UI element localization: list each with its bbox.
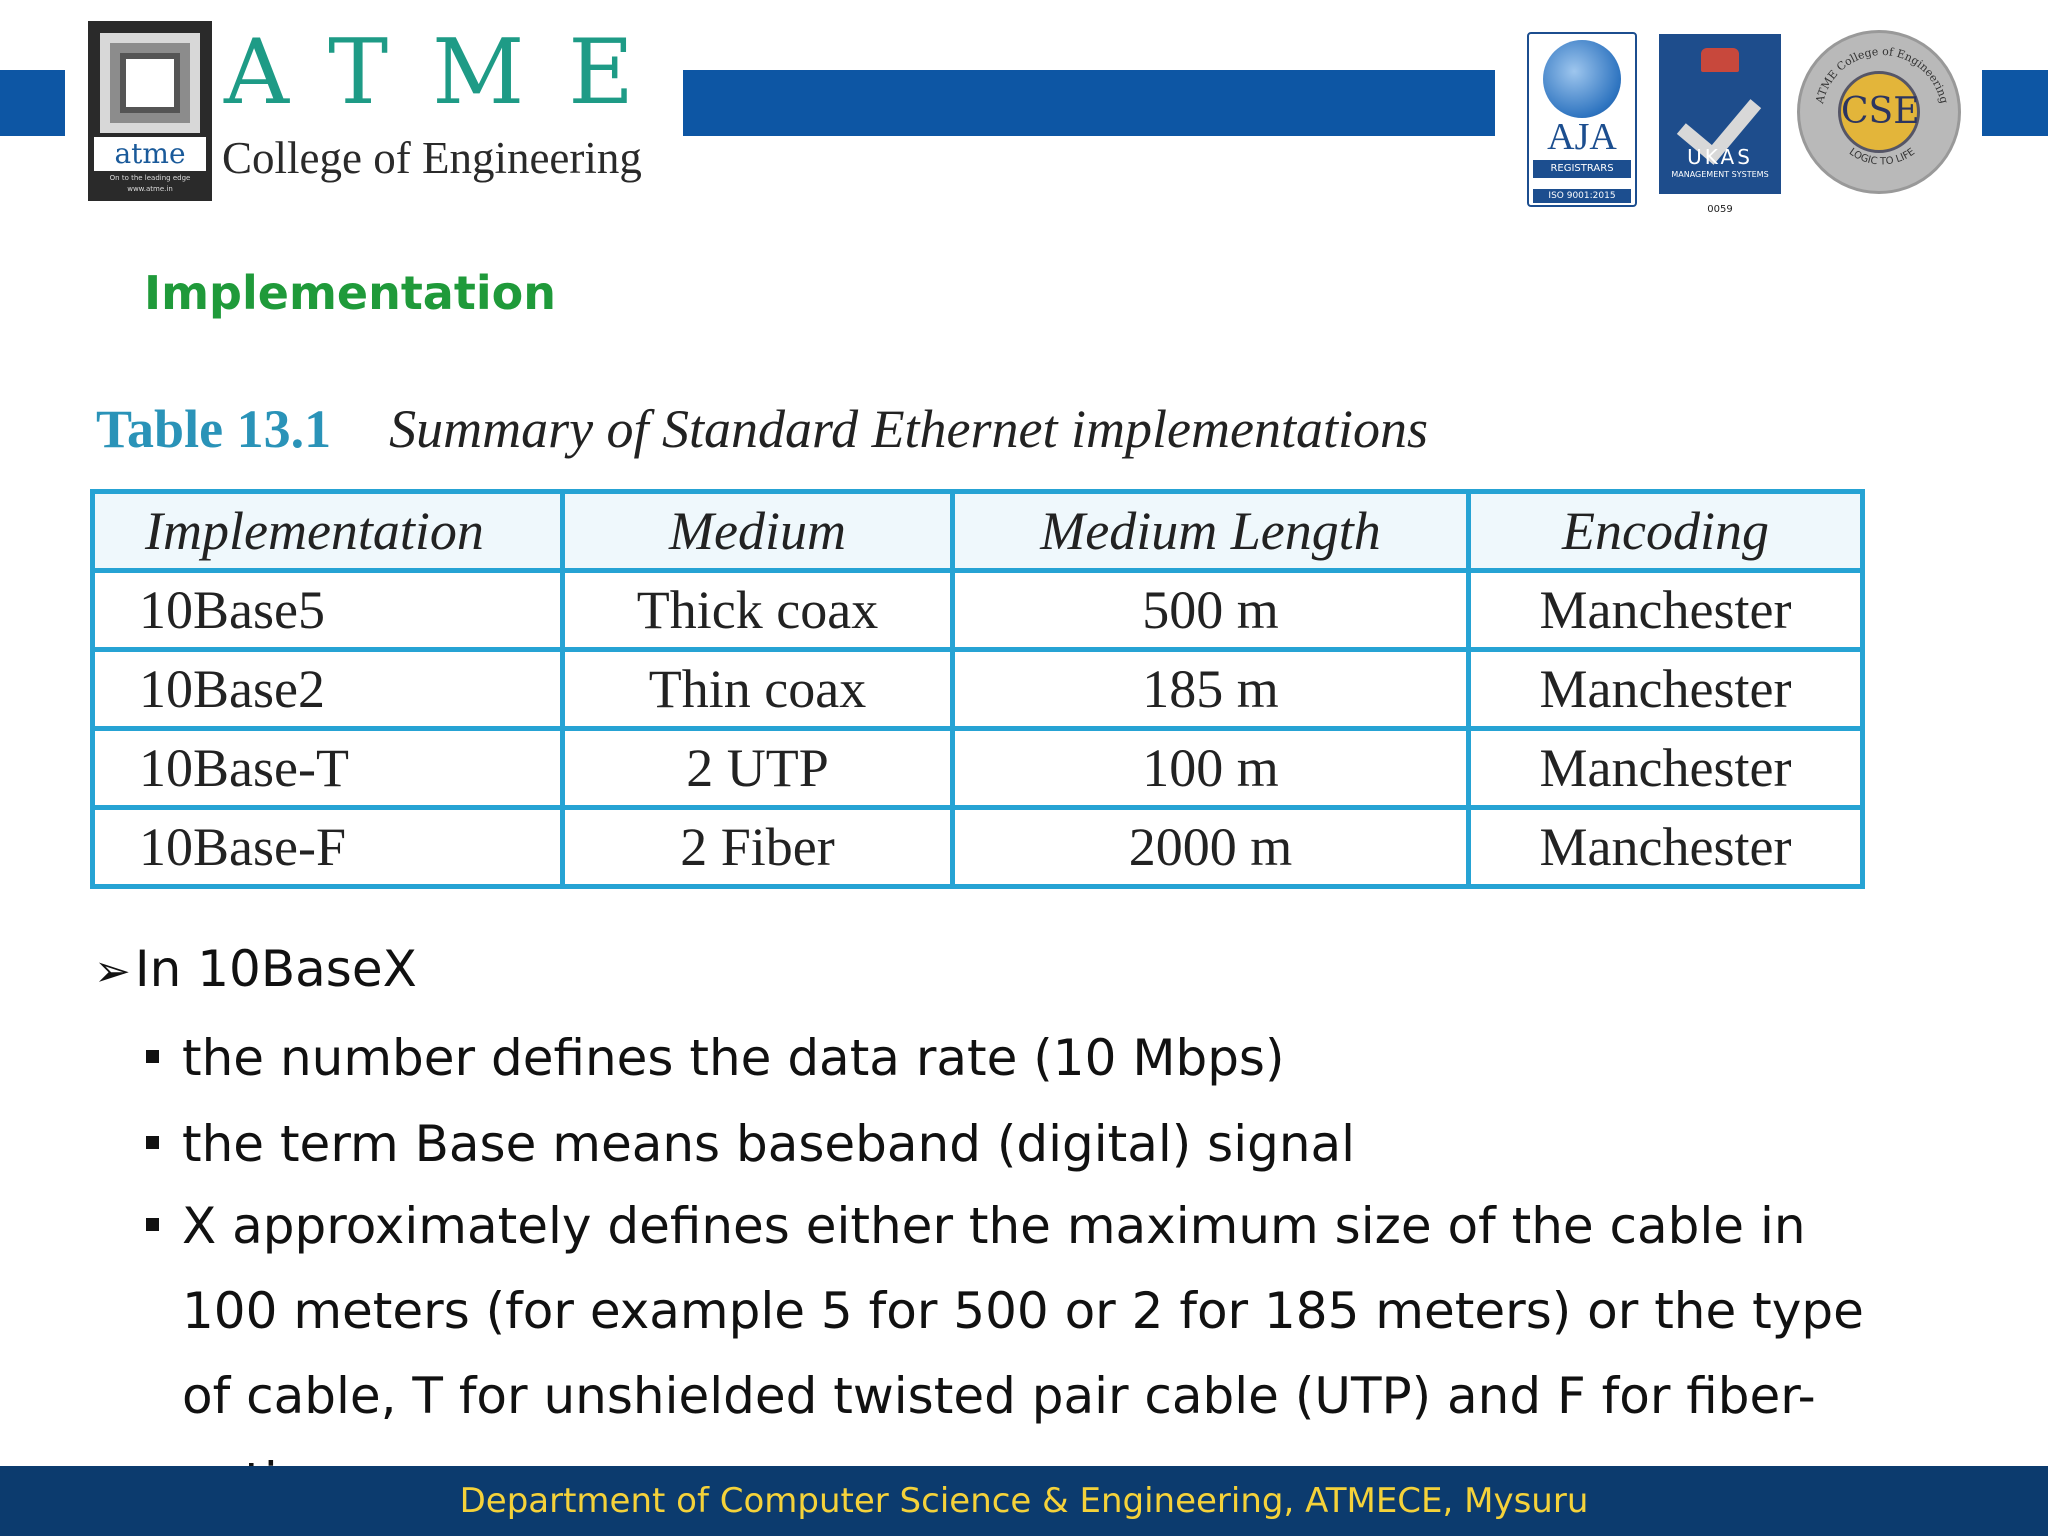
table-cell: 10Base-F <box>93 808 563 887</box>
ethernet-implementations-table <box>90 489 1865 889</box>
square-bullet-icon <box>146 1050 159 1063</box>
table-row <box>93 571 1863 650</box>
cse-seal-center: CSE <box>1838 71 1920 153</box>
table-cell: Thin coax <box>563 650 953 729</box>
footer-bar <box>0 1466 2048 1536</box>
table-cell: 10Base2 <box>93 650 563 729</box>
footer-text: Department of Computer Science & Engineering, ATMECE, Mysuru <box>459 1481 1589 1521</box>
table-cell: Manchester <box>1469 808 1863 887</box>
header-bar-left <box>0 70 65 136</box>
atme-logo-emblem <box>88 21 212 201</box>
sub-bullet <box>146 1016 1906 1101</box>
atme-logo-college-name: College of Engineering <box>222 133 642 183</box>
header-bar-middle <box>683 70 1495 136</box>
table-cell: 2 Fiber <box>563 808 953 887</box>
atme-logo-letters: ATME <box>224 20 678 125</box>
table-cell: 10Base5 <box>93 571 563 650</box>
table-cell: 2000 m <box>953 808 1469 887</box>
table-header-cell: Encoding <box>1469 492 1863 571</box>
table-cell: 185 m <box>953 650 1469 729</box>
table-caption <box>96 398 1428 460</box>
header-bar-right <box>1982 70 2048 136</box>
table-header-cell: Implementation <box>93 492 563 571</box>
ukas-logo-number: 0059 <box>1707 204 1733 215</box>
square-bullet-icon <box>146 1218 159 1231</box>
sub-bullet-text: X approximately defines either the maximum size of the cable in 100 meters (for example 5 for 500 or 2 for 185 meters) or the type of cable, T for unshielded twisted pair cable (UTP) and F for fiber- <box>182 1197 1864 1425</box>
table-header-cell: Medium Length <box>953 492 1469 571</box>
ukas-logo-subtitle: MANAGEMENT SYSTEMS <box>1671 170 1769 179</box>
table-row <box>93 729 1863 808</box>
table-header-row <box>93 492 1863 571</box>
table-cell: 10Base-T <box>93 729 563 808</box>
table-caption-number: Table 13.1 <box>96 399 332 459</box>
table-caption-text: Summary of Standard Ethernet implementations <box>389 399 1428 459</box>
arrow-bullet-icon: ➢ <box>94 946 131 997</box>
aja-certification-logo <box>1527 32 1637 207</box>
sub-bullet-text: the number defines the data rate (10 Mbps) <box>182 1029 1285 1087</box>
bullet-main-text: In 10BaseX <box>134 940 417 998</box>
slide-title: Implementation <box>144 266 556 320</box>
crown-icon <box>1701 48 1739 72</box>
cse-seal-motto: LOGIC TO LIFE <box>1846 146 1918 168</box>
ukas-certification-logo <box>1659 34 1781 194</box>
table-cell: 100 m <box>953 729 1469 808</box>
table-header-cell: Medium <box>563 492 953 571</box>
table-row <box>93 650 1863 729</box>
table-row <box>93 808 1863 887</box>
bullet-main <box>94 940 417 998</box>
atme-logo-small-text: atme <box>94 137 206 171</box>
sub-bullet-text: the term Base means baseband (digital) signal <box>182 1115 1356 1173</box>
aja-logo-name: AJA <box>1547 116 1617 158</box>
table-cell: 500 m <box>953 571 1469 650</box>
cse-seal-ring-text: ATME College of Engineering <box>1813 44 1951 105</box>
cse-department-seal <box>1797 30 1961 194</box>
square-bullet-icon <box>146 1136 159 1149</box>
ukas-logo-name: UKAS <box>1687 145 1753 169</box>
atme-square-icon <box>100 33 200 133</box>
aja-logo-iso: ISO 9001:2015 <box>1533 189 1631 203</box>
table-cell: Manchester <box>1469 729 1863 808</box>
atme-logo-tagline: On to the leading edge www.atme.in <box>109 174 191 193</box>
table-cell: Thick coax <box>563 571 953 650</box>
table-cell: Manchester <box>1469 571 1863 650</box>
table-cell: Manchester <box>1469 650 1863 729</box>
aja-logo-registrars: REGISTRARS <box>1533 160 1631 178</box>
sub-bullet <box>146 1102 1906 1187</box>
globe-icon <box>1543 40 1621 118</box>
table-cell: 2 UTP <box>563 729 953 808</box>
